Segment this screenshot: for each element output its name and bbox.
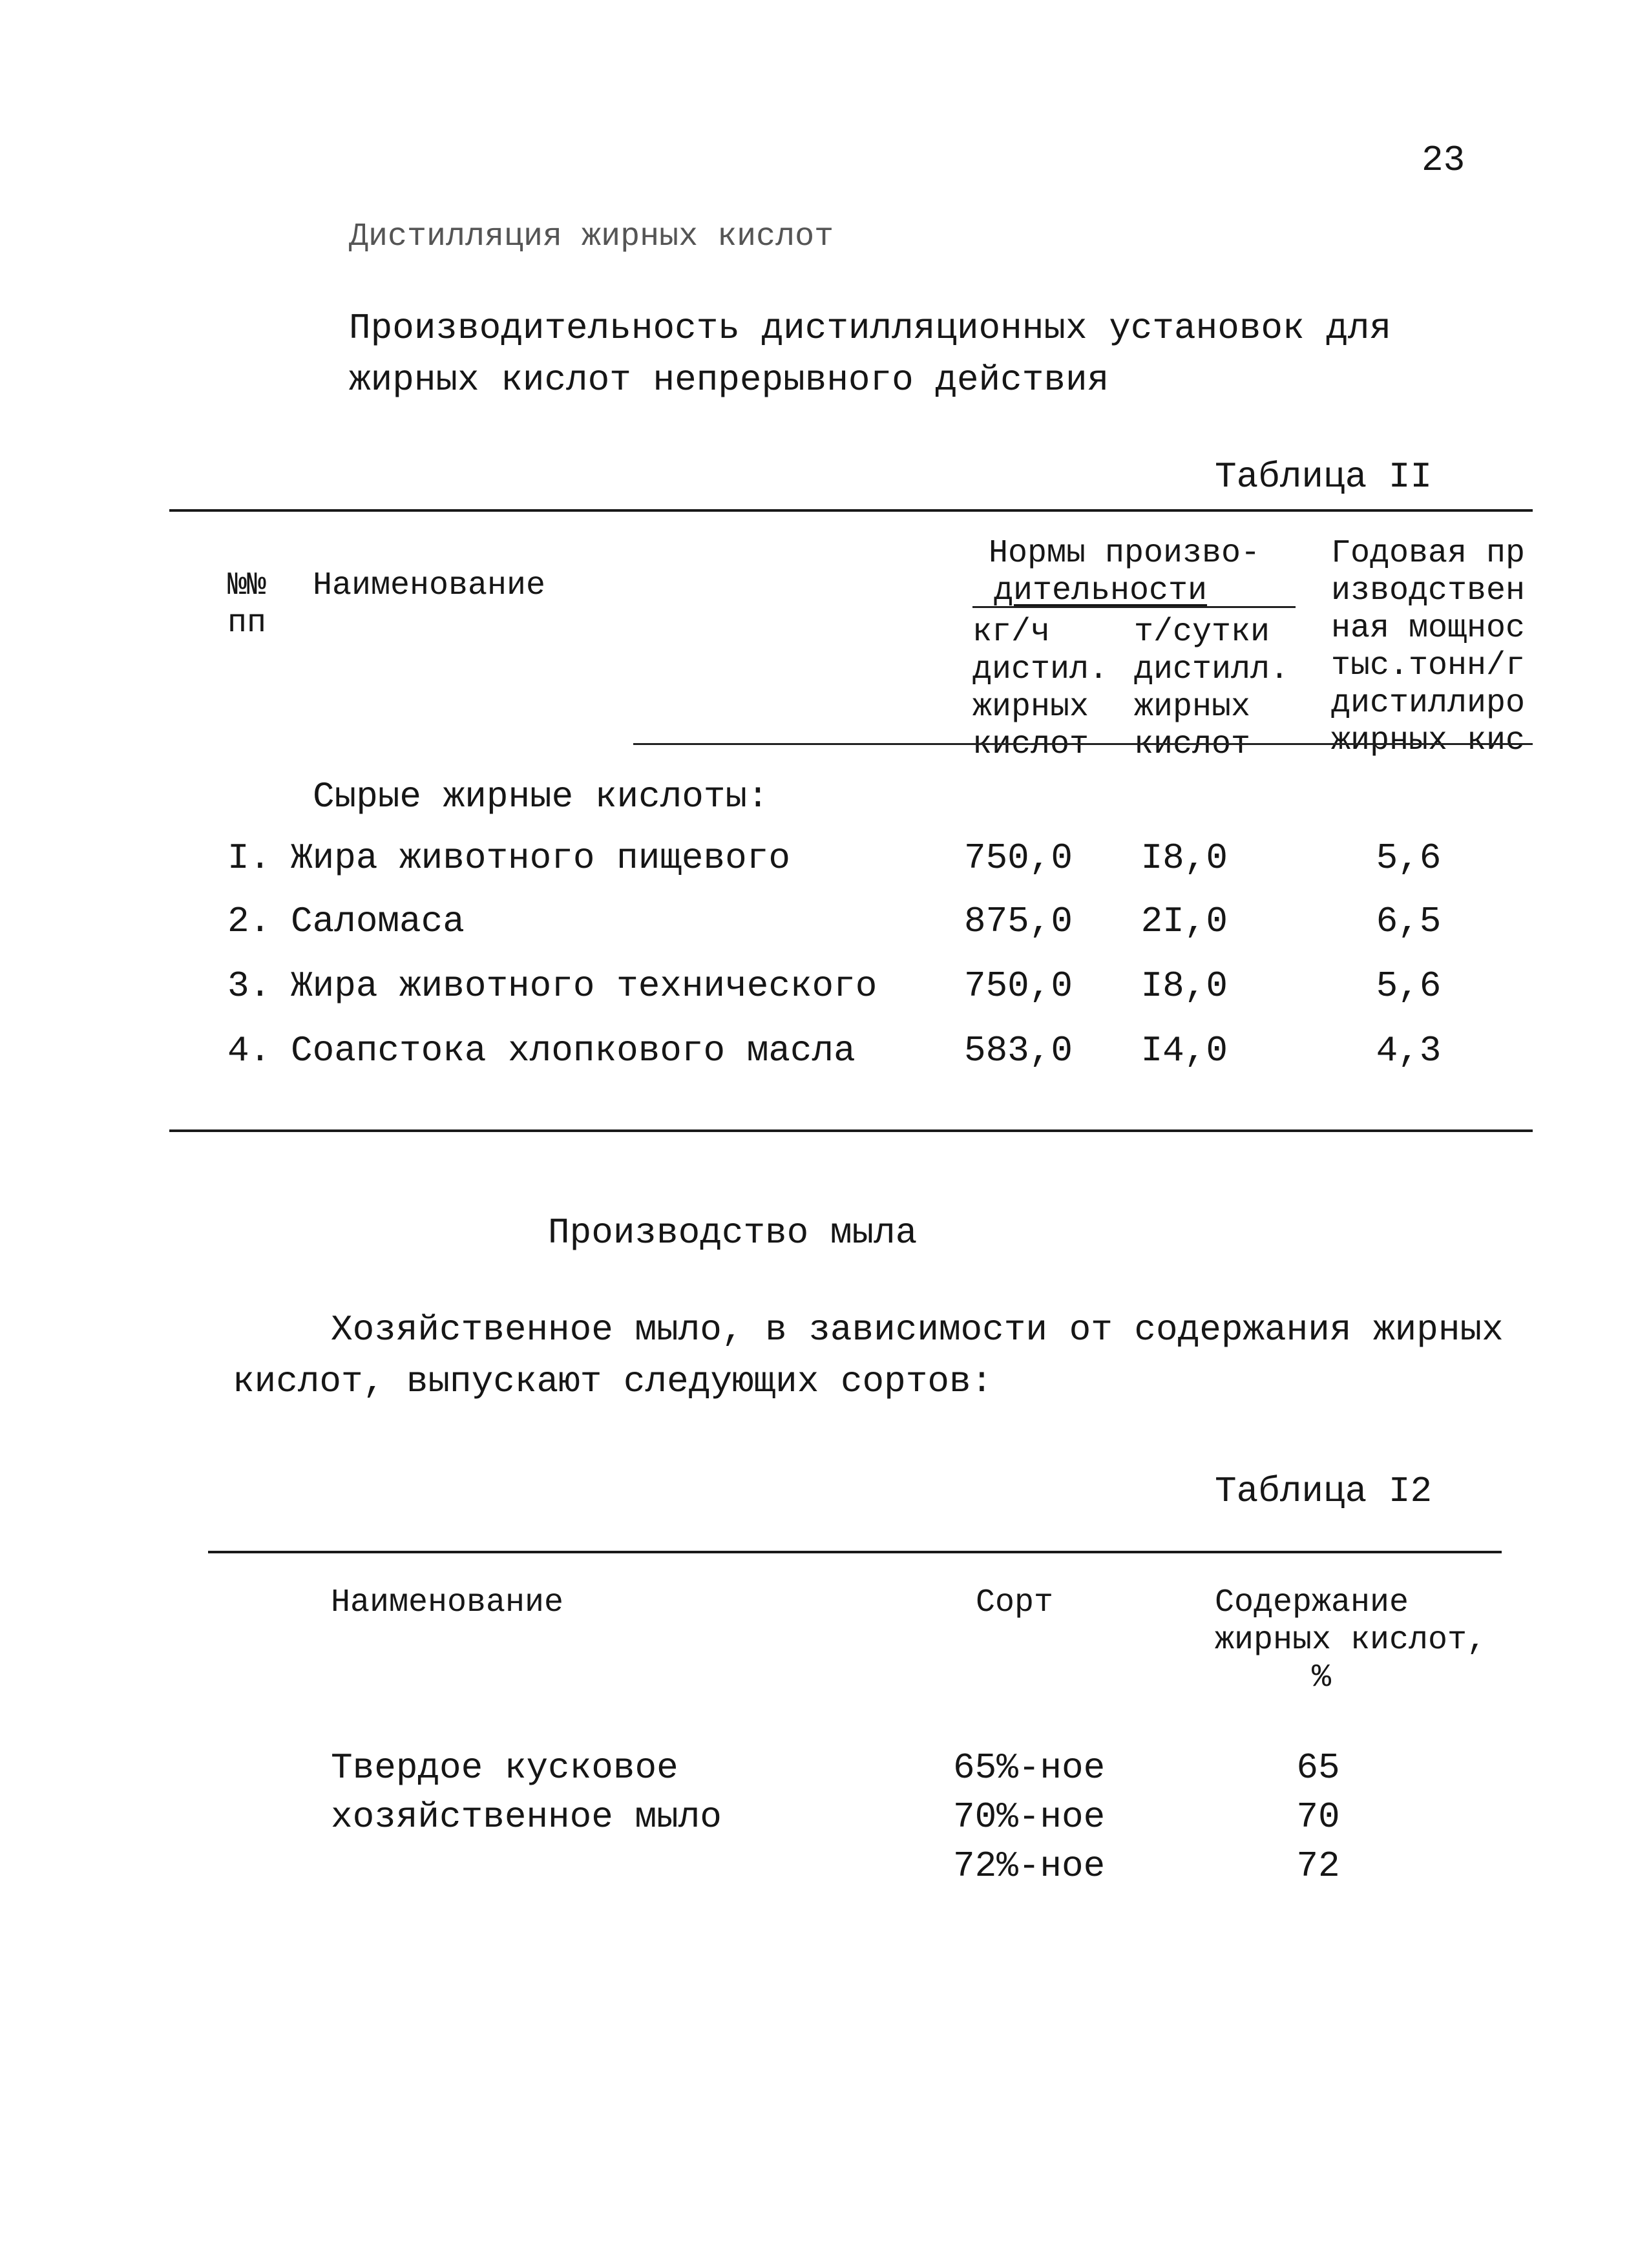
row-annual: 4,3 xyxy=(1376,1030,1442,1071)
table11-annual-header xyxy=(1331,535,1525,760)
t-header-line-3: жирных xyxy=(1134,689,1251,726)
row-value: 72 xyxy=(1296,1845,1340,1887)
table12-caption: Таблица I2 xyxy=(1215,1471,1433,1512)
table11-top-rule xyxy=(169,509,1533,512)
row-t: I8,0 xyxy=(1140,965,1228,1007)
kg-header-line-1: кг/ч xyxy=(972,614,1051,651)
table12-name-line-2: хозяйственное мыло xyxy=(331,1796,722,1838)
row-kg: 750,0 xyxy=(963,965,1073,1007)
soap-heading: Производство мыла xyxy=(548,1212,918,1254)
table11-header-rule xyxy=(633,743,1533,745)
row-annual: 5,6 xyxy=(1376,837,1442,879)
table12-sort-header: Сорт xyxy=(976,1584,1054,1621)
section-heading: Дистилляция жирных кислот xyxy=(349,218,834,255)
row-sort: 70%-ное xyxy=(953,1796,1106,1838)
row-name: Жира животного пищевого xyxy=(291,837,790,879)
annual-header-line-3: ная мощнос xyxy=(1331,610,1526,647)
table11-num-header xyxy=(227,567,266,642)
norms-header-line-2: дительности xyxy=(994,572,1208,609)
table11-caption: Таблица II xyxy=(1215,456,1433,498)
soap-line-2: кислот, выпускают следующих сортов: xyxy=(233,1361,993,1402)
table12-top-rule xyxy=(208,1551,1502,1553)
annual-header-line-5: дистиллиро xyxy=(1331,685,1526,722)
kg-header-line-4: кислот xyxy=(972,726,1089,763)
annual-header-line-6: жирных кис xyxy=(1331,722,1526,759)
row-t: I4,0 xyxy=(1140,1030,1228,1071)
annual-header-line-1: Годовая пр xyxy=(1331,535,1526,572)
num-header-line-1: №№ xyxy=(227,567,267,604)
norms-under-rule xyxy=(972,606,1296,608)
annual-header-line-4: тыс.тонн/г xyxy=(1331,647,1526,684)
row-t: 2I,0 xyxy=(1140,901,1228,942)
page-number: 23 xyxy=(1422,140,1465,181)
table12-name-line-1: Твердое кусковое xyxy=(331,1747,678,1789)
row-name: Соапстока хлопкового масла xyxy=(291,1030,856,1071)
row-value: 70 xyxy=(1296,1796,1340,1838)
norms-header-line-1: Нормы произво- xyxy=(989,535,1261,572)
t-header-line-1: т/сутки xyxy=(1134,614,1270,651)
row-name: Саломаса xyxy=(291,901,465,942)
row-num: 2. xyxy=(227,901,271,942)
kg-header-line-3: жирных xyxy=(972,689,1089,726)
intro-line-2: жирных кислот непрерывного действия xyxy=(349,359,1109,401)
table11-bottom-rule xyxy=(169,1129,1533,1132)
row-sort: 65%-ное xyxy=(953,1747,1106,1789)
row-annual: 5,6 xyxy=(1376,965,1442,1007)
content-header-line-1: Содержание xyxy=(1215,1584,1409,1621)
row-num: 4. xyxy=(227,1030,271,1071)
intro-line-1: Производительность дистилляционных установок для xyxy=(349,308,1392,349)
row-num: I. xyxy=(227,837,271,879)
annual-header-line-2: изводствен xyxy=(1331,572,1526,609)
t-header-line-2: дистилл. xyxy=(1134,651,1290,688)
table12-name-header: Наименование xyxy=(331,1584,564,1621)
content-header-line-2: жирных кислот, xyxy=(1215,1622,1487,1659)
t-header-line-4: кислот xyxy=(1134,726,1251,763)
row-kg: 875,0 xyxy=(963,901,1073,942)
table11-name-header: Наименование xyxy=(313,567,546,604)
row-sort: 72%-ное xyxy=(953,1845,1106,1887)
table11-norms-header xyxy=(989,535,1260,610)
row-kg: 750,0 xyxy=(963,837,1073,879)
table12-content-header xyxy=(1215,1584,1486,1697)
content-header-line-3: % xyxy=(1312,1659,1332,1696)
num-header-line-2: пп xyxy=(227,605,267,642)
table11-group-label: Сырые жирные кислоты: xyxy=(313,776,769,817)
row-num: 3. xyxy=(227,965,271,1007)
soap-line-1: Хозяйственное мыло, в зависимости от содержания жирных xyxy=(331,1309,1504,1350)
table11-t-header xyxy=(1134,614,1289,764)
row-kg: 583,0 xyxy=(963,1030,1073,1071)
table11-kg-header xyxy=(972,614,1108,764)
kg-header-line-2: дистил. xyxy=(972,651,1109,688)
row-annual: 6,5 xyxy=(1376,901,1442,942)
row-name: Жира животного технического xyxy=(291,965,877,1007)
row-value: 65 xyxy=(1296,1747,1340,1789)
row-t: I8,0 xyxy=(1140,837,1228,879)
